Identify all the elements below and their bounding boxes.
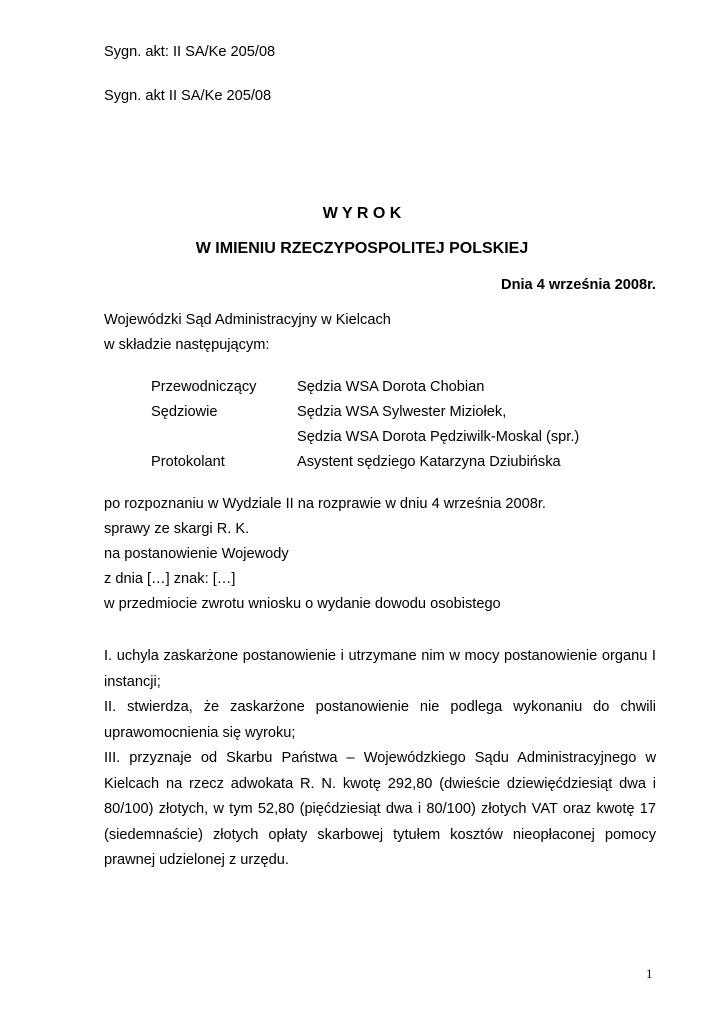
verdict-point: III. przyznaje od Skarbu Państwa – Wojewódzkiego Sądu Administracyjnego w Kielcach na rzecz adwokata R. N. kwotę 292,80 (dwieście dziewięćdziesiąt dwa i 80/100) złotych, w tym 52,80 (pięćdziesiąt dwa i 80/100) złotych VAT oraz kwotę 17 (siedemnaście) złotych opłaty skarbowej tytułem kosztów nieopłaconej pomocy prawnej udzielonej z urzędu. (104, 750, 656, 868)
composition-role: Protokolant (151, 454, 225, 470)
case-reference-2: Sygn. akt II SA/Ke 205/08 (104, 88, 272, 104)
composition-person: Asystent sędziego Katarzyna Dziubińska (297, 454, 561, 470)
verdict-points (104, 644, 656, 874)
case-reference-1: Sygn. akt: II SA/Ke 205/08 (104, 44, 276, 60)
document-subtitle: W IMIENIU RZECZYPOSPOLITEJ POLSKIEJ (195, 240, 529, 257)
composition-role: Sędziowie (151, 404, 218, 420)
composition-role: Przewodniczący (151, 379, 257, 395)
composition-person: Sędzia WSA Dorota Pędziwilk-Moskal (spr.) (297, 429, 580, 445)
case-line: sprawy ze skargi R. K. (104, 521, 250, 537)
composition-person: Sędzia WSA Dorota Chobian (297, 379, 485, 395)
composition-person: Sędzia WSA Sylwester Miziołek, (297, 404, 507, 420)
case-line: na postanowienie Wojewody (104, 546, 289, 562)
document-title: W Y R O K (322, 205, 402, 222)
judgment-date: Dnia 4 września 2008r. (501, 277, 656, 293)
case-line: po rozpoznaniu w Wydziale II na rozprawie w dniu 4 września 2008r. (104, 496, 546, 512)
case-line: z dnia […] znak: […] (104, 571, 236, 587)
case-line: w przedmiocie zwrotu wniosku o wydanie dowodu osobistego (104, 596, 501, 612)
verdict-point: II. stwierdza, że zaskarżone postanowienie nie podlega wykonaniu do chwili uprawomocnienia się wyroku; (104, 699, 656, 741)
court-name: Wojewódzki Sąd Administracyjny w Kielcach (104, 312, 391, 328)
verdict-point: I. uchyla zaskarżone postanowienie i utrzymane nim w mocy postanowienie organu I instancji; (104, 648, 656, 690)
page-number: 1 (646, 966, 653, 981)
court-composition-intro: w składzie następującym: (104, 337, 270, 353)
